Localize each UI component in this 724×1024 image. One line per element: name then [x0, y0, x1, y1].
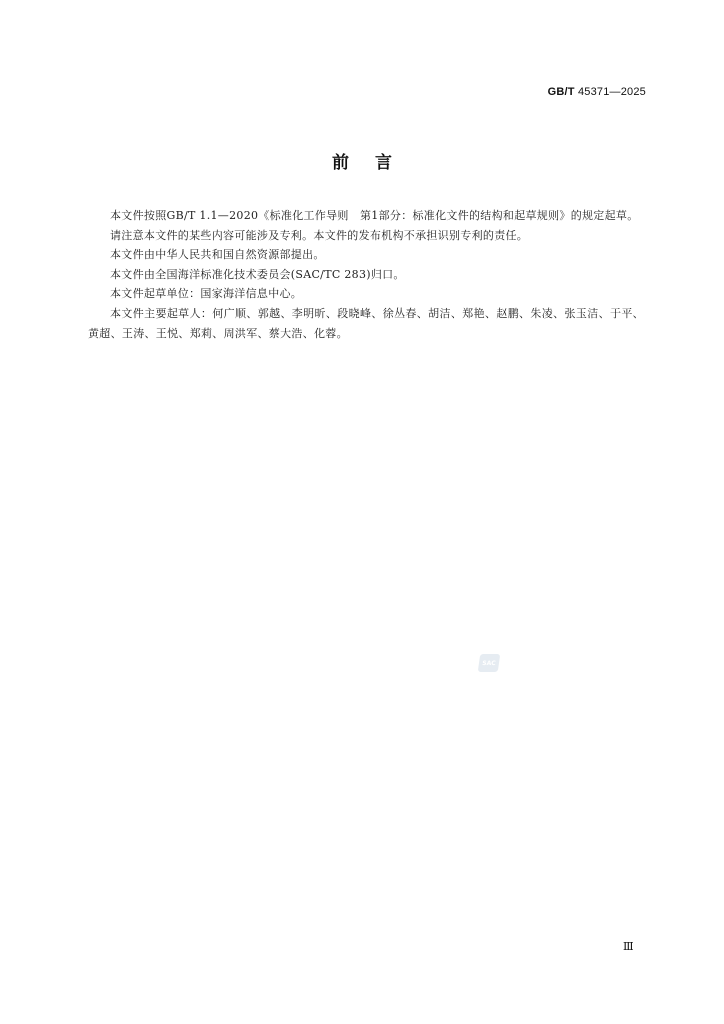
- paragraph-drafters: 本文件主要起草人：何广顺、郭越、李明昕、段晓峰、徐丛春、胡洁、郑艳、赵鹏、朱凌、张玉洁、于平、黄超、王涛、王悦、郑莉、周洪军、蔡大浩、化蓉。: [88, 306, 644, 340]
- paragraph-proposed-by: 本文件由中华人民共和国自然资源部提出。: [110, 248, 325, 262]
- section-title: 前言: [332, 153, 418, 173]
- foreword-body: [88, 206, 644, 343]
- paragraph-patent-notice: 请注意本文件的某些内容可能涉及专利。本文件的发布机构不承担识别专利的责任。: [110, 228, 529, 242]
- standard-code: 45371—2025: [577, 86, 646, 98]
- watermark-text: SAC: [481, 659, 497, 667]
- standard-number: [548, 86, 646, 98]
- paragraph-drafting-organization: 本文件起草单位：国家海洋信息中心。: [110, 287, 303, 301]
- paragraph-technical-committee: 本文件由全国海洋标准化技术委员会(SAC/TC 283)归口。: [110, 267, 405, 281]
- sac-watermark-logo: [478, 654, 501, 672]
- paragraph-drafting-rules: 本文件按照GB/T 1.1—2020《标准化工作导则 第1部分：标准化文件的结构和起草规则》的规定起草。: [110, 209, 639, 222]
- standard-prefix: GB/T: [547, 86, 575, 98]
- page-number: Ⅲ: [623, 941, 634, 953]
